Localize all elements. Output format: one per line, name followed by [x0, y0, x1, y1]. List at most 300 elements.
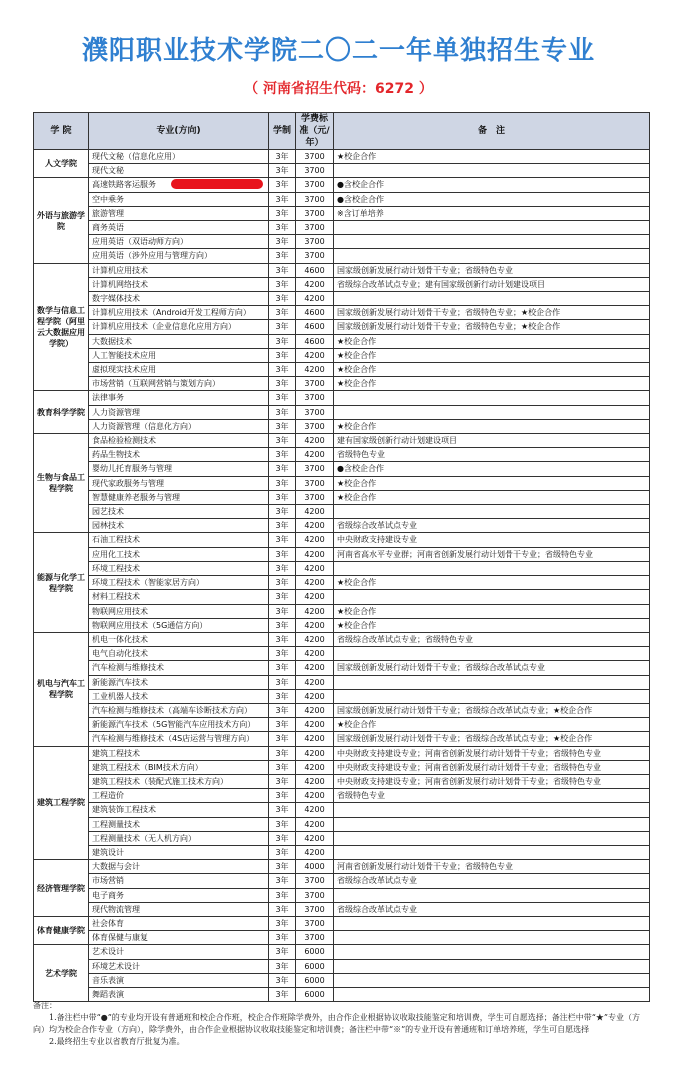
- fee-cell: 3700: [296, 902, 334, 916]
- fee-cell: 4200: [296, 647, 334, 661]
- fee-cell: 4200: [296, 533, 334, 547]
- college-cell: 经济管理学院: [34, 860, 89, 917]
- table-row: [34, 221, 650, 235]
- remark-cell: 省级综合改革试点专业: [334, 902, 650, 916]
- fee-cell: 4200: [296, 590, 334, 604]
- major-cell: 建筑设计: [89, 845, 269, 859]
- duration-cell: 3年: [269, 533, 296, 547]
- table-row: [34, 916, 650, 930]
- major-cell: 园艺技术: [89, 505, 269, 519]
- fee-cell: 4200: [296, 845, 334, 859]
- major-cell: 人力资源管理: [89, 405, 269, 419]
- major-cell: 大数据与会计: [89, 860, 269, 874]
- college-cell: 人文学院: [34, 150, 89, 178]
- major-cell: 环境工程技术: [89, 561, 269, 575]
- duration-cell: 3年: [269, 945, 296, 959]
- table-row: [34, 732, 650, 746]
- remark-cell: ★校企合作: [334, 490, 650, 504]
- header-college: 学 院: [34, 113, 89, 150]
- college-cell: 体育健康学院: [34, 916, 89, 944]
- fee-cell: 3700: [296, 476, 334, 490]
- major-cell: 建筑工程技术: [89, 746, 269, 760]
- remark-cell: ●含校企合作: [334, 192, 650, 206]
- fee-cell: 3700: [296, 192, 334, 206]
- major-cell: 汽车检测与维修技术: [89, 661, 269, 675]
- duration-cell: 3年: [269, 746, 296, 760]
- table-row: [34, 348, 650, 362]
- duration-cell: 3年: [269, 661, 296, 675]
- fee-cell: 6000: [296, 973, 334, 987]
- duration-cell: 3年: [269, 632, 296, 646]
- major-cell: 音乐表演: [89, 973, 269, 987]
- duration-cell: 3年: [269, 789, 296, 803]
- remark-cell: [334, 164, 650, 178]
- notes: [33, 1000, 649, 1048]
- header-major: 专业(方向): [89, 113, 269, 150]
- table-row: [34, 547, 650, 561]
- table-row: [34, 249, 650, 263]
- remark-cell: [334, 292, 650, 306]
- table-row: [34, 618, 650, 632]
- table-row: [34, 434, 650, 448]
- fee-cell: 4200: [296, 632, 334, 646]
- remark-cell: 国家级创新发展行动计划骨干专业；省级综合改革试点专业；★校企合作: [334, 732, 650, 746]
- table-row: [34, 803, 650, 817]
- major-cell: 新能源汽车技术（5G智能汽车应用技术方向）: [89, 718, 269, 732]
- duration-cell: 3年: [269, 178, 296, 192]
- table-row: [34, 902, 650, 916]
- table-row: [34, 718, 650, 732]
- remark-cell: 中央财政支持建设专业；河南省创新发展行动计划骨干专业；省级特色专业: [334, 746, 650, 760]
- remark-cell: [334, 505, 650, 519]
- table-row: [34, 277, 650, 291]
- remark-cell: [334, 249, 650, 263]
- table-row: [34, 334, 650, 348]
- majors-table: [33, 112, 650, 1002]
- table-row: [34, 391, 650, 405]
- major-cell: 建筑工程技术（BIM技术方向）: [89, 760, 269, 774]
- major-cell: 机电一体化技术: [89, 632, 269, 646]
- major-cell: 市场营销（互联网营销与策划方向）: [89, 377, 269, 391]
- duration-cell: 3年: [269, 860, 296, 874]
- duration-cell: 3年: [269, 973, 296, 987]
- major-cell: 空中乘务: [89, 192, 269, 206]
- fee-cell: 4200: [296, 661, 334, 675]
- college-cell: 教育科学学院: [34, 391, 89, 434]
- fee-cell: 3700: [296, 462, 334, 476]
- table-row: [34, 164, 650, 178]
- duration-cell: 3年: [269, 931, 296, 945]
- duration-cell: 3年: [269, 561, 296, 575]
- major-cell: 虚拟现实技术应用: [89, 363, 269, 377]
- major-cell: 法律事务: [89, 391, 269, 405]
- college-cell: 外语与旅游学院: [34, 178, 89, 263]
- header-fee: 学费标准（元/年）: [296, 113, 334, 150]
- table-row: [34, 689, 650, 703]
- table-row: [34, 235, 650, 249]
- major-cell: 婴幼儿托育服务与管理: [89, 462, 269, 476]
- remark-cell: 省级综合改革试点专业；省级特色专业: [334, 632, 650, 646]
- major-cell: 现代物流管理: [89, 902, 269, 916]
- table-row: [34, 363, 650, 377]
- college-cell: 机电与汽车工程学院: [34, 632, 89, 746]
- duration-cell: 3年: [269, 845, 296, 859]
- notes-line-2: 2.最终招生专业以省教育厅批复为准。: [49, 1037, 185, 1046]
- duration-cell: 3年: [269, 874, 296, 888]
- duration-cell: 3年: [269, 320, 296, 334]
- fee-cell: 4200: [296, 618, 334, 632]
- table-row: [34, 178, 650, 192]
- remark-cell: 中央财政支持建设专业；河南省创新发展行动计划骨干专业；省级特色专业: [334, 774, 650, 788]
- remark-cell: 国家级创新发展行动计划骨干专业；省级特色专业: [334, 263, 650, 277]
- major-cell: 数字媒体技术: [89, 292, 269, 306]
- fee-cell: 3700: [296, 150, 334, 164]
- duration-cell: 3年: [269, 292, 296, 306]
- major-cell: 工业机器人技术: [89, 689, 269, 703]
- fee-cell: 4200: [296, 434, 334, 448]
- notes-line-1: 1.备注栏中带“●”的专业均开设有普通班和校企合作班，校企合作班除学费外，由合作企业根据协议收取技能鉴定和培训费，学生可自愿选择；备注栏中带“★”专业（方向）均为校企合作专业（方向），除学费外，由合作企业根据协议收取技能鉴定和培训费；备注栏中带“※”的专业开设有普通班和订单培养班，学生可自愿选择: [33, 1013, 640, 1034]
- remark-cell: 国家级创新发展行动计划骨干专业；省级特色专业；★校企合作: [334, 320, 650, 334]
- major-cell: 建筑装饰工程技术: [89, 803, 269, 817]
- fee-cell: 4000: [296, 860, 334, 874]
- fee-cell: 4200: [296, 363, 334, 377]
- duration-cell: 3年: [269, 419, 296, 433]
- table-row: [34, 845, 650, 859]
- duration-cell: 3年: [269, 604, 296, 618]
- table-row: [34, 405, 650, 419]
- table-row: [34, 959, 650, 973]
- table-row: [34, 760, 650, 774]
- fee-cell: 3700: [296, 874, 334, 888]
- fee-cell: 4600: [296, 306, 334, 320]
- major-cell: 人力资源管理（信息化方向）: [89, 419, 269, 433]
- fee-cell: 4200: [296, 519, 334, 533]
- table-row: [34, 703, 650, 717]
- fee-cell: 4200: [296, 576, 334, 590]
- table-row: [34, 931, 650, 945]
- duration-cell: 3年: [269, 703, 296, 717]
- fee-cell: 4200: [296, 774, 334, 788]
- table-row: [34, 774, 650, 788]
- remark-cell: [334, 391, 650, 405]
- duration-cell: 3年: [269, 206, 296, 220]
- duration-cell: 3年: [269, 249, 296, 263]
- fee-cell: 3700: [296, 391, 334, 405]
- duration-cell: 3年: [269, 164, 296, 178]
- college-cell: 数学与信息工程学院（阿里云大数据应用学院）: [34, 263, 89, 391]
- duration-cell: 3年: [269, 391, 296, 405]
- major-cell: 现代家政服务与管理: [89, 476, 269, 490]
- remark-cell: 国家级创新发展行动计划骨干专业；省级综合改革试点专业: [334, 661, 650, 675]
- table-row: [34, 973, 650, 987]
- fee-cell: 4200: [296, 831, 334, 845]
- duration-cell: 3年: [269, 916, 296, 930]
- fee-cell: 4200: [296, 760, 334, 774]
- duration-cell: 3年: [269, 434, 296, 448]
- admission-code: （ 河南省招生代码：6272 ）: [244, 81, 433, 97]
- major-cell: 社会体育: [89, 916, 269, 930]
- table-row: [34, 647, 650, 661]
- remark-cell: 中央财政支持建设专业: [334, 533, 650, 547]
- duration-cell: 3年: [269, 902, 296, 916]
- table-row: [34, 789, 650, 803]
- table-row: [34, 150, 650, 164]
- fee-cell: 4200: [296, 505, 334, 519]
- notes-label: 备注：: [33, 1001, 57, 1010]
- table-row: [34, 746, 650, 760]
- remark-cell: [334, 689, 650, 703]
- fee-cell: 4200: [296, 689, 334, 703]
- table-row: [34, 490, 650, 504]
- fee-cell: 4600: [296, 263, 334, 277]
- remark-cell: [334, 916, 650, 930]
- table-row: [34, 519, 650, 533]
- major-cell: 应用化工技术: [89, 547, 269, 561]
- remark-cell: ★校企合作: [334, 348, 650, 362]
- major-cell: [89, 178, 269, 192]
- table-row: [34, 874, 650, 888]
- remark-cell: ★校企合作: [334, 618, 650, 632]
- duration-cell: 3年: [269, 590, 296, 604]
- fee-cell: 4200: [296, 292, 334, 306]
- major-cell: 环境艺术设计: [89, 959, 269, 973]
- remark-cell: [334, 675, 650, 689]
- duration-cell: 3年: [269, 959, 296, 973]
- remark-cell: [334, 561, 650, 575]
- major-cell: 工程测量技术（无人机方向）: [89, 831, 269, 845]
- major-cell: 旅游管理: [89, 206, 269, 220]
- remark-cell: [334, 945, 650, 959]
- table-row: [34, 590, 650, 604]
- fee-cell: 4200: [296, 448, 334, 462]
- duration-cell: 3年: [269, 363, 296, 377]
- duration-cell: 3年: [269, 448, 296, 462]
- major-cell: 体育保健与康复: [89, 931, 269, 945]
- remark-cell: 中央财政支持建设专业；河南省创新发展行动计划骨干专业；省级特色专业: [334, 760, 650, 774]
- remark-cell: ●含校企合作: [334, 178, 650, 192]
- table-row: [34, 888, 650, 902]
- table-row: [34, 661, 650, 675]
- table-row: [34, 533, 650, 547]
- fee-cell: 4200: [296, 277, 334, 291]
- fee-cell: 3700: [296, 178, 334, 192]
- fee-cell: 4200: [296, 547, 334, 561]
- major-cell: 应用英语（双语动师方向）: [89, 235, 269, 249]
- table-row: [34, 306, 650, 320]
- table-row: [34, 292, 650, 306]
- remark-cell: [334, 235, 650, 249]
- major-cell: 材料工程技术: [89, 590, 269, 604]
- table-row: [34, 831, 650, 845]
- table-row: [34, 263, 650, 277]
- major-cell: 人工智能技术应用: [89, 348, 269, 362]
- table-row: [34, 561, 650, 575]
- major-cell: 电气自动化技术: [89, 647, 269, 661]
- major-cell: 电子商务: [89, 888, 269, 902]
- remark-cell: ★校企合作: [334, 419, 650, 433]
- duration-cell: 3年: [269, 618, 296, 632]
- table-body: [34, 150, 650, 1002]
- major-cell: 计算机网络技术: [89, 277, 269, 291]
- remark-cell: [334, 405, 650, 419]
- table-header-row: [34, 113, 650, 150]
- fee-cell: 3700: [296, 164, 334, 178]
- major-cell: 现代文秘: [89, 164, 269, 178]
- major-cell: 市场营销: [89, 874, 269, 888]
- duration-cell: 3年: [269, 760, 296, 774]
- remark-cell: 省级综合改革试点专业: [334, 519, 650, 533]
- fee-cell: 4200: [296, 703, 334, 717]
- remark-cell: [334, 803, 650, 817]
- major-cell: 商务英语: [89, 221, 269, 235]
- fee-cell: 3700: [296, 916, 334, 930]
- duration-cell: 3年: [269, 774, 296, 788]
- fee-cell: 4200: [296, 789, 334, 803]
- duration-cell: 3年: [269, 192, 296, 206]
- fee-cell: 3700: [296, 888, 334, 902]
- major-cell: 环境工程技术（智能家居方向）: [89, 576, 269, 590]
- duration-cell: 3年: [269, 547, 296, 561]
- table-row: [34, 192, 650, 206]
- remark-cell: [334, 221, 650, 235]
- fee-cell: 4200: [296, 604, 334, 618]
- table-row: [34, 476, 650, 490]
- redaction-mark: [171, 179, 263, 189]
- fee-cell: 3700: [296, 931, 334, 945]
- major-cell: 现代文秘（信息化应用）: [89, 150, 269, 164]
- remark-cell: 国家级创新发展行动计划骨干专业；省级综合改革试点专业；★校企合作: [334, 703, 650, 717]
- fee-cell: 6000: [296, 987, 334, 1001]
- major-cell: 计算机应用技术: [89, 263, 269, 277]
- table-row: [34, 206, 650, 220]
- fee-cell: 3700: [296, 206, 334, 220]
- major-cell: 计算机应用技术（Android开发工程师方向）: [89, 306, 269, 320]
- table-row: [34, 377, 650, 391]
- college-cell: 艺术学院: [34, 945, 89, 1002]
- duration-cell: 3年: [269, 348, 296, 362]
- duration-cell: 3年: [269, 334, 296, 348]
- table-row: [34, 945, 650, 959]
- table-row: [34, 419, 650, 433]
- remark-cell: [334, 845, 650, 859]
- college-cell: 能源与化学工程学院: [34, 533, 89, 632]
- major-cell: 大数据技术: [89, 334, 269, 348]
- duration-cell: 3年: [269, 803, 296, 817]
- fee-cell: 6000: [296, 959, 334, 973]
- remark-cell: 省级综合改革试点专业: [334, 874, 650, 888]
- remark-cell: ★校企合作: [334, 576, 650, 590]
- major-cell: 智慧健康养老服务与管理: [89, 490, 269, 504]
- duration-cell: 3年: [269, 987, 296, 1001]
- major-cell: 建筑工程技术（装配式施工技术方向）: [89, 774, 269, 788]
- table-row: [34, 576, 650, 590]
- fee-cell: 4200: [296, 746, 334, 760]
- table-row: [34, 675, 650, 689]
- table-row: [34, 320, 650, 334]
- header-remark: 备 注: [334, 113, 650, 150]
- major-text: 高速铁路客运服务: [92, 180, 156, 190]
- major-cell: 药品生物技术: [89, 448, 269, 462]
- remark-cell: 国家级创新发展行动计划骨干专业；省级特色专业；★校企合作: [334, 306, 650, 320]
- table-row: [34, 505, 650, 519]
- remark-cell: ★校企合作: [334, 604, 650, 618]
- college-cell: 建筑工程学院: [34, 746, 89, 860]
- major-cell: 工程造价: [89, 789, 269, 803]
- remark-cell: 河南省高水平专业群；河南省创新发展行动计划骨干专业；省级特色专业: [334, 547, 650, 561]
- table-row: [34, 632, 650, 646]
- major-cell: 物联网应用技术（5G通信方向）: [89, 618, 269, 632]
- remark-cell: 河南省创新发展行动计划骨干专业；省级特色专业: [334, 860, 650, 874]
- duration-cell: 3年: [269, 675, 296, 689]
- remark-cell: [334, 831, 650, 845]
- major-cell: 计算机应用技术（企业信息化应用方向）: [89, 320, 269, 334]
- duration-cell: 3年: [269, 235, 296, 249]
- fee-cell: 4200: [296, 732, 334, 746]
- remark-cell: ★校企合作: [334, 334, 650, 348]
- remark-cell: [334, 647, 650, 661]
- remark-cell: [334, 931, 650, 945]
- duration-cell: 3年: [269, 462, 296, 476]
- major-cell: 物联网应用技术: [89, 604, 269, 618]
- fee-cell: 4600: [296, 334, 334, 348]
- remark-cell: ※含订单培养: [334, 206, 650, 220]
- fee-cell: 4200: [296, 675, 334, 689]
- major-cell: 艺术设计: [89, 945, 269, 959]
- remark-cell: [334, 590, 650, 604]
- fee-cell: 3700: [296, 419, 334, 433]
- remark-cell: ★校企合作: [334, 150, 650, 164]
- page-title: 濮阳职业技术学院二〇二一年单独招生专业: [81, 36, 595, 66]
- duration-cell: 3年: [269, 817, 296, 831]
- duration-cell: 3年: [269, 405, 296, 419]
- table-row: [34, 462, 650, 476]
- fee-cell: 6000: [296, 945, 334, 959]
- duration-cell: 3年: [269, 831, 296, 845]
- duration-cell: 3年: [269, 221, 296, 235]
- major-cell: 新能源汽车技术: [89, 675, 269, 689]
- duration-cell: 3年: [269, 150, 296, 164]
- fee-cell: 3700: [296, 235, 334, 249]
- remark-cell: ★校企合作: [334, 476, 650, 490]
- duration-cell: 3年: [269, 377, 296, 391]
- fee-cell: 3700: [296, 405, 334, 419]
- duration-cell: 3年: [269, 476, 296, 490]
- duration-cell: 3年: [269, 647, 296, 661]
- remark-cell: 省级特色专业: [334, 789, 650, 803]
- remark-cell: [334, 959, 650, 973]
- duration-cell: 3年: [269, 689, 296, 703]
- table-row: [34, 604, 650, 618]
- college-cell: 生物与食品工程学院: [34, 434, 89, 533]
- fee-cell: 3700: [296, 221, 334, 235]
- remark-cell: ★校企合作: [334, 377, 650, 391]
- major-cell: 石油工程技术: [89, 533, 269, 547]
- major-cell: 应用英语（涉外应用与管理方向）: [89, 249, 269, 263]
- duration-cell: 3年: [269, 277, 296, 291]
- remark-cell: 省级综合改革试点专业；建有国家级创新行动计划建设项目: [334, 277, 650, 291]
- major-cell: 舞蹈表演: [89, 987, 269, 1001]
- remark-cell: 建有国家级创新行动计划建设项目: [334, 434, 650, 448]
- major-cell: 工程测量技术: [89, 817, 269, 831]
- duration-cell: 3年: [269, 505, 296, 519]
- fee-cell: 4200: [296, 817, 334, 831]
- duration-cell: 3年: [269, 576, 296, 590]
- fee-cell: 4200: [296, 803, 334, 817]
- major-cell: 园林技术: [89, 519, 269, 533]
- remark-cell: [334, 817, 650, 831]
- remark-cell: 省级特色专业: [334, 448, 650, 462]
- major-cell: 食品检验检测技术: [89, 434, 269, 448]
